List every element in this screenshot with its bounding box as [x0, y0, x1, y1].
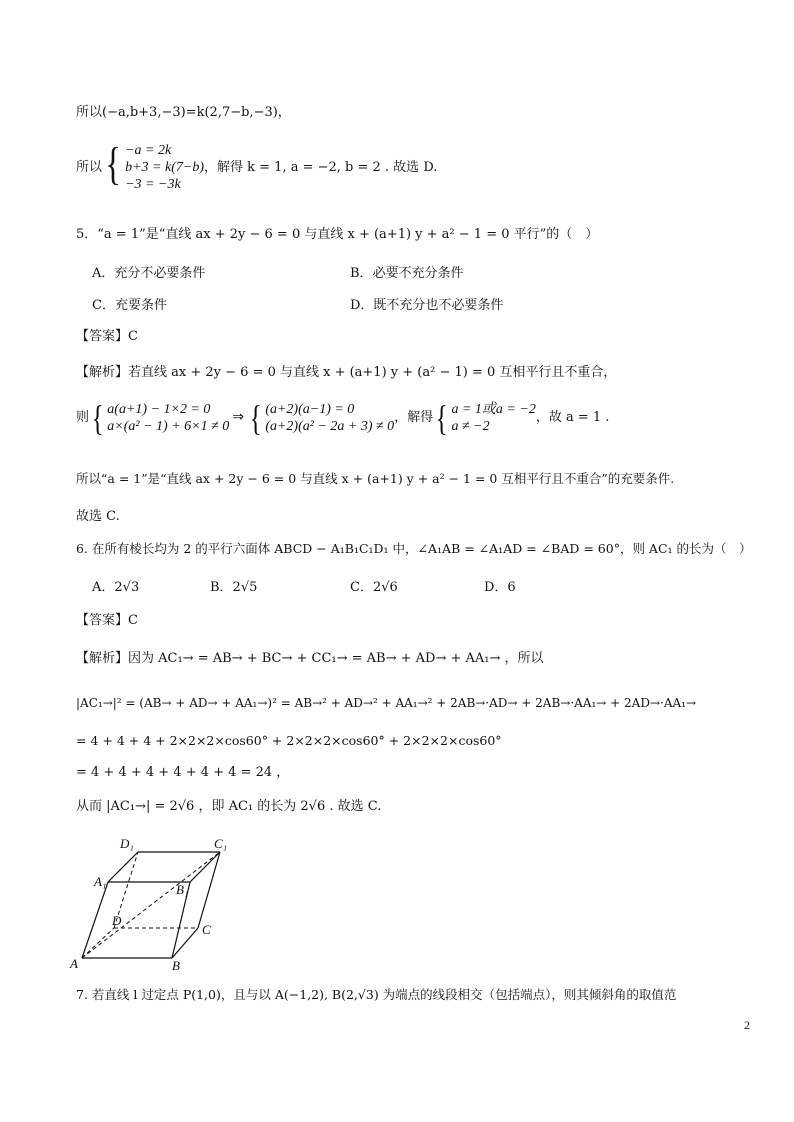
label-a1: A₁ [94, 874, 107, 889]
label-d1: D₁ [120, 836, 134, 851]
q6-option-b: B．2√5 [210, 580, 258, 595]
edge-a-a1 [82, 882, 108, 958]
q5-explanation-2 [76, 400, 609, 436]
q5-exp2-prefix: 则 [76, 410, 90, 425]
system-eq-3: −3 = −3k [125, 177, 181, 192]
q5-explanation-3: 所以“a = 1”是“直线 ax + 2y − 6 = 0 与直线 x + (a+1) y + a² − 1 = 0 互相平行且不重合”的充要条件. [76, 471, 675, 486]
q6-option-a: A．2√3 [92, 580, 140, 595]
q6-explanation-3: = 4 + 4 + 4 + 2×2×2×cos60° + 2×2×2×cos60° + 2×2×2×cos60° [76, 733, 502, 748]
q6-explanation-2: |AC₁→|² = (AB→ + AD→ + AA₁→)² = AB→² + AD→² + AA₁→² + 2AB→·AD→ + 2AB→·AA₁→ + 2AD→·AA₁→ [76, 696, 697, 710]
q6-option-c: C．2√6 [350, 580, 398, 595]
q6-answer: 【答案】C [76, 613, 138, 628]
parallelepiped-figure [68, 830, 238, 975]
q5-option-a: A．充分不必要条件 [92, 266, 206, 281]
label-c: C [202, 922, 211, 937]
q6-option-d: D．6 [484, 580, 516, 595]
diagonal-a-c1 [82, 852, 220, 958]
label-c1: C₁ [214, 836, 228, 851]
q6-explanation-1: 【解析】因为 AC₁→ = AB→ + BC→ + CC₁→ = AB→ + AD→ + AA₁→ ，所以 [76, 651, 544, 666]
question-6-stem: 6. 在所有棱长均为 2 的平行六面体 ABCD − A₁B₁C₁D₁ 中，∠A₁AB = ∠A₁AD = ∠BAD = 60°，则 AC₁ 的长为（ ） [76, 541, 752, 556]
q5-end-text: ，故 a = 1 . [535, 410, 610, 425]
label-b1: B₁ [176, 882, 189, 897]
q5-option-b: B．必要不充分条件 [350, 266, 464, 281]
system-eq-1: −a = 2k [125, 143, 172, 158]
system-prefix: 所以 [76, 159, 103, 175]
equation-system: { −a = 2k b+3 = k(7−b) −3 = −3k [105, 138, 204, 192]
q5-answer: 【答案】C [76, 329, 138, 344]
system-eq-2: b+3 = k(7−b) [125, 160, 204, 175]
label-d: D [112, 913, 122, 928]
q5-sys1-eq-1: a(a+1) − 1×2 = 0 [107, 402, 211, 417]
q5-mid-text: ，解得 [394, 410, 434, 425]
line-vector-equation: 所以(−a,b+3,−3)=k(2,7−b,−3)， [76, 105, 291, 120]
q5-option-d: D．既不充分也不必要条件 [350, 298, 504, 313]
label-a: A [70, 956, 78, 971]
q5-sys2-eq-2: (a+2)(a² − 2a + 3) ≠ 0 [265, 419, 395, 434]
q5-explanation-1: 【解析】若直线 ax + 2y − 6 = 0 与直线 x + (a+1) y + (a² − 1) = 0 互相平行且不重合， [76, 365, 617, 380]
question-5-stem: 5．“a = 1”是“直线 ax + 2y − 6 = 0 与直线 x + (a+1) y + a² − 1 = 0 平行”的（ ） [76, 227, 599, 242]
q5-sys3-eq-2: a ≠ −2 [451, 419, 490, 434]
q6-explanation-4: = 4 + 4 + 4 + 4 + 4 + 4 = 24 ， [76, 765, 290, 780]
q5-sys3-eq-1: a = 1或a = −2 [451, 402, 536, 417]
page-number: 2 [744, 1018, 750, 1032]
q5-system-1: { a(a+1) − 1×2 = 0 a×(a² − 1) + 6×1 ≠ 0 [91, 398, 230, 438]
system-suffix: ，解得 k = 1, a = −2, b = 2 . 故选 D. [204, 159, 438, 175]
q5-system-3: { a = 1或a = −2 a ≠ −2 [435, 398, 536, 438]
q5-system-2: { (a+2)(a−1) = 0 (a+2)(a² − 2a + 3) ≠ 0 [249, 398, 395, 438]
label-b: B [172, 958, 180, 973]
q5-sys2-eq-1: (a+2)(a−1) = 0 [265, 402, 355, 417]
q5-explanation-4: 故选 C. [76, 509, 120, 524]
q5-sys1-eq-2: a×(a² − 1) + 6×1 ≠ 0 [107, 419, 230, 434]
implies-arrow: ⇒ [232, 410, 245, 425]
question-7-stem: 7. 若直线 l 过定点 P(1,0)，且与以 A(−1,2), B(2,√3) 为端点的线段相交（包括端点），则其倾斜角的取值范 [76, 987, 677, 1002]
line-system-solution [76, 138, 438, 193]
q5-option-c: C．充要条件 [92, 298, 167, 313]
q6-explanation-5: 从而 |AC₁→| = 2√6 ，即 AC₁ 的长为 2√6 . 故选 C. [76, 799, 382, 814]
